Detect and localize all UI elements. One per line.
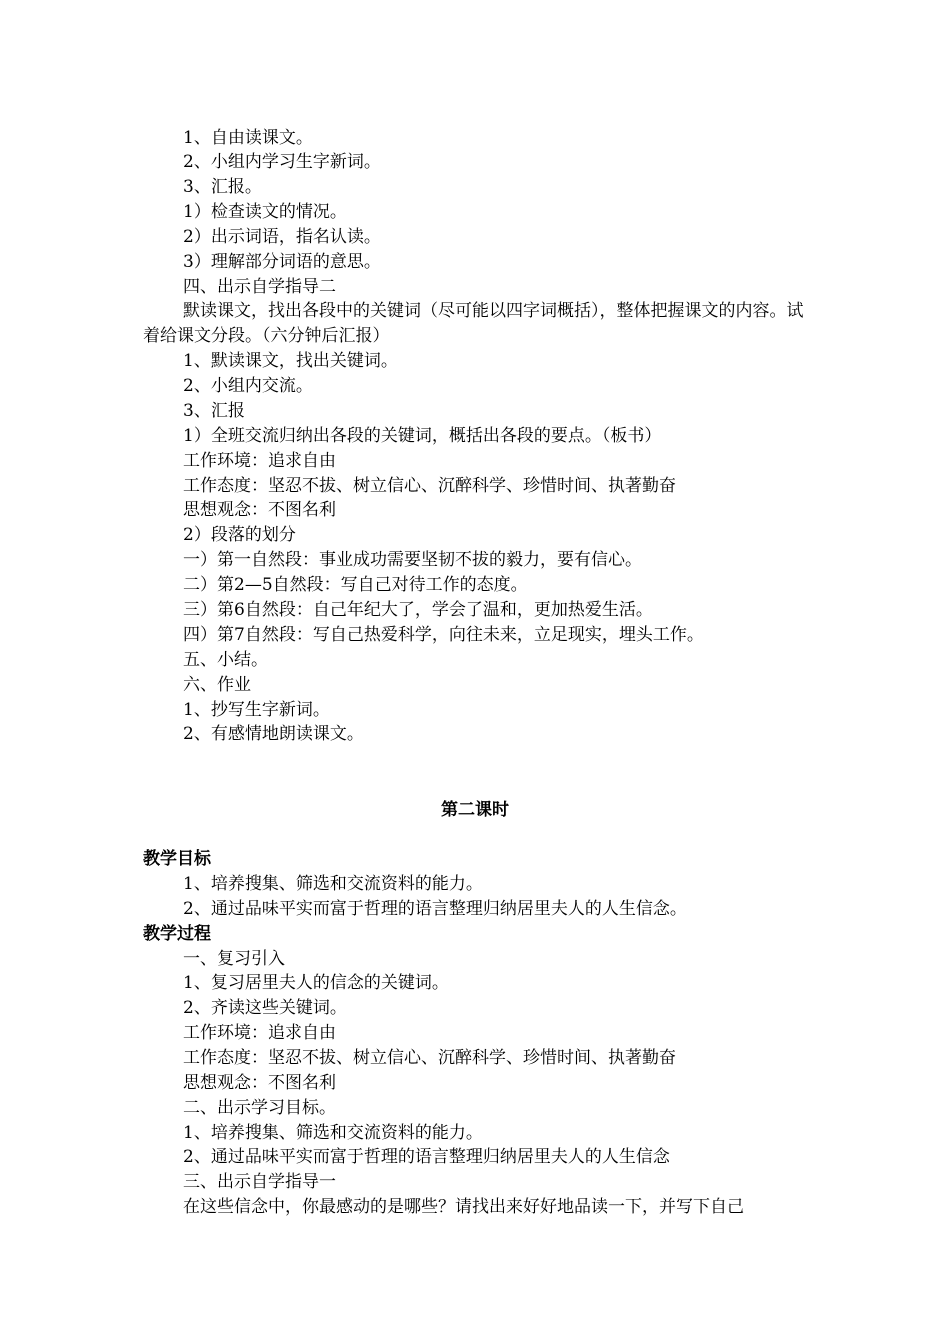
list-item: 3）理解部分词语的意思。 [183,252,381,272]
list-item: 工作态度：坚忍不拔、树立信心、沉醉科学、珍惜时间、执著勤奋 [183,476,676,496]
list-item: 1、默读课文，找出关键词。 [183,351,398,371]
list-item: 思想观念：不图名利 [183,1073,336,1093]
goals-heading: 教学目标 [143,849,211,869]
list-item: 二）第2—5自然段：写自己对待工作的态度。 [183,575,528,595]
paragraph: 默读课文，找出各段中的关键词（尽可能以四字词概括），整体把握课文的内容。试着给课文分段。（六分钟后汇报） [143,301,804,346]
list-item: 2、齐读这些关键词。 [183,998,347,1018]
list-item: 2、通过品味平实而富于哲理的语言整理归纳居里夫人的人生信念。 [183,899,687,919]
paragraph: 在这些信念中，你最感动的是哪些？请找出来好好地品读一下，并写下自己 [183,1197,744,1217]
list-item: 2）段落的划分 [183,525,296,545]
process-heading: 教学过程 [143,924,211,944]
list-item: 1）检查读文的情况。 [183,202,347,222]
list-item: 思想观念：不图名利 [183,500,336,520]
list-item: 1、抄写生字新词。 [183,700,330,720]
lesson-title: 第二课时 [441,800,509,820]
list-item: 工作态度：坚忍不拔、树立信心、沉醉科学、珍惜时间、执著勤奋 [183,1048,676,1068]
list-item: 2、小组内学习生字新词。 [183,152,381,172]
list-item: 四）第7自然段：写自己热爱科学，向往未来，立足现实，埋头工作。 [183,625,704,645]
section-step: 一、复习引入 [183,949,285,969]
list-item: 1、培养搜集、筛选和交流资料的能力。 [183,1123,483,1143]
list-item: 1、培养搜集、筛选和交流资料的能力。 [183,874,483,894]
list-item: 2、小组内交流。 [183,376,313,396]
list-item: 工作环境：追求自由 [183,1023,336,1043]
section-step: 四、出示自学指导二 [183,277,336,297]
list-item: 1、自由读课文。 [183,128,313,148]
section-step: 六、作业 [183,675,251,695]
list-item: 2）出示词语，指名认读。 [183,227,381,247]
list-item: 3、汇报 [183,401,245,421]
list-item: 工作环境：追求自由 [183,451,336,471]
list-item: 三）第6自然段：自己年纪大了，学会了温和，更加热爱生活。 [183,600,653,620]
list-item: 2、有感情地朗读课文。 [183,724,364,744]
list-item: 一）第一自然段：事业成功需要坚韧不拔的毅力，要有信心。 [183,550,642,570]
list-item: 1、复习居里夫人的信念的关键词。 [183,973,449,993]
section-step: 三、出示自学指导一 [183,1172,336,1192]
list-item: 1）全班交流归纳出各段的关键词，概括出各段的要点。（板书） [183,426,662,446]
section-step: 五、小结。 [183,650,268,670]
list-item: 3、汇报。 [183,177,262,197]
section-step: 二、出示学习目标。 [183,1098,336,1118]
list-item: 2、通过品味平实而富于哲理的语言整理归纳居里夫人的人生信念 [183,1147,670,1167]
